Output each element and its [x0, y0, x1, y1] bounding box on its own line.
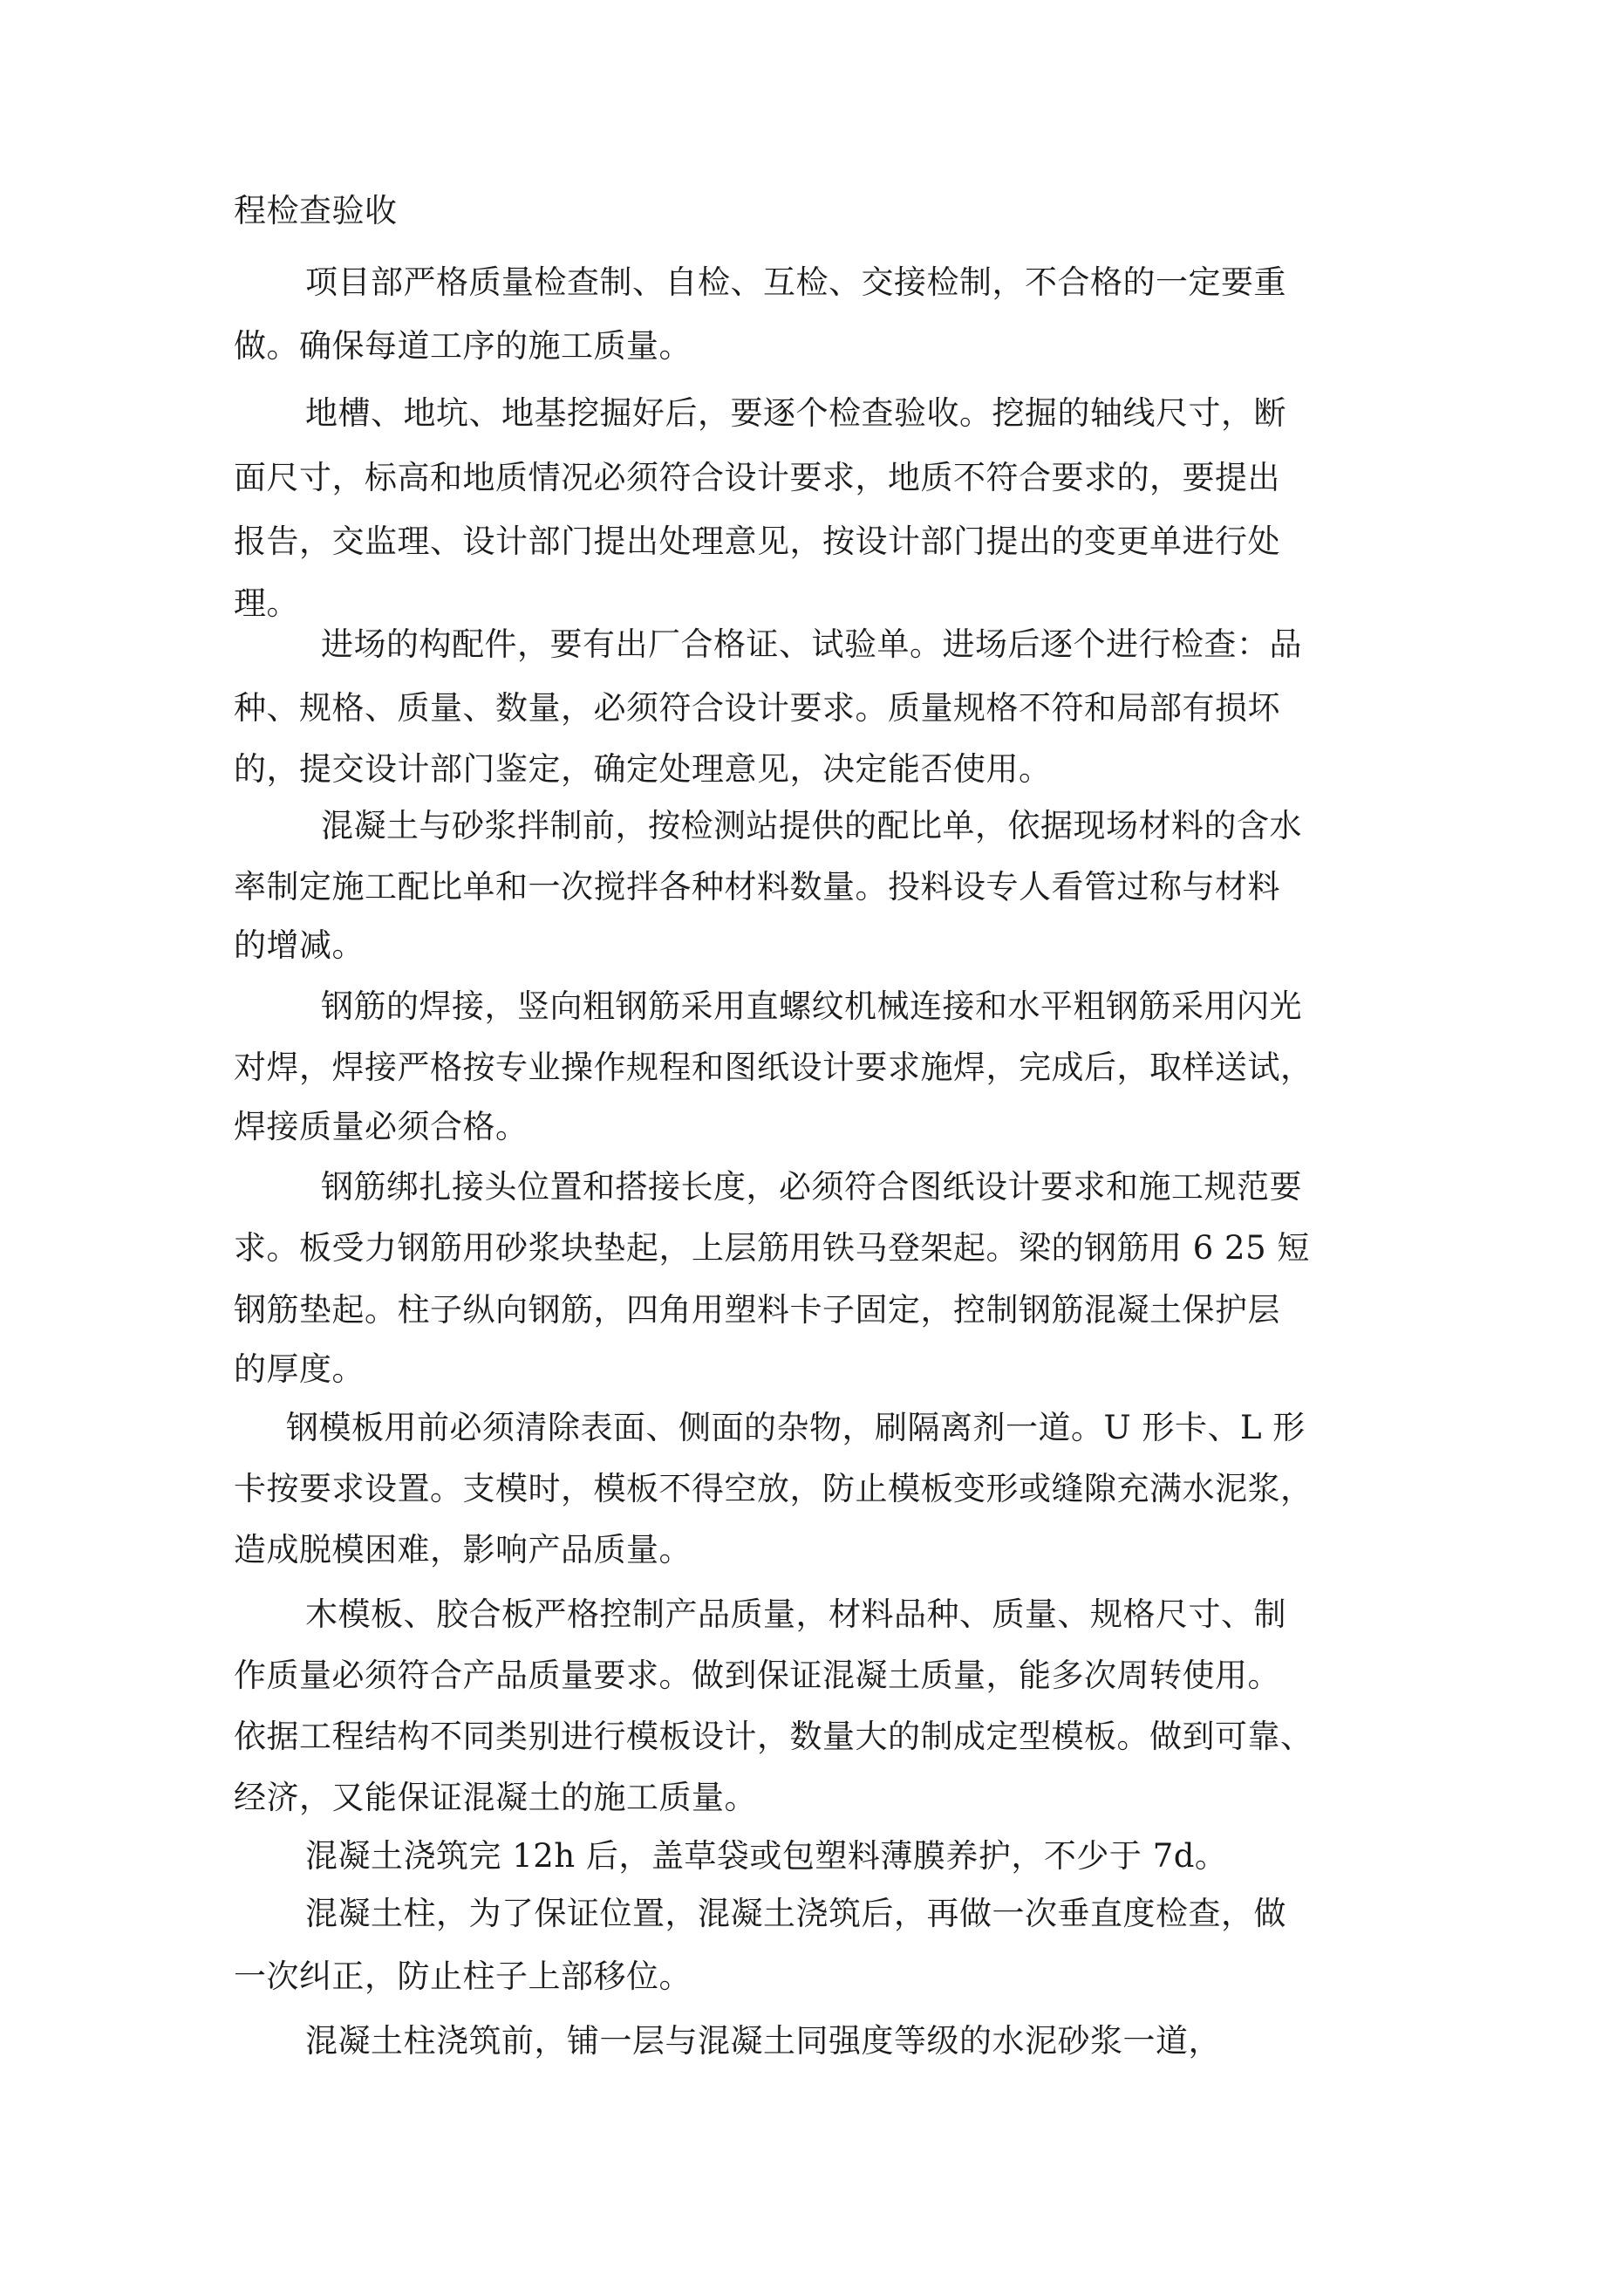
text-line: 地槽、地坑、地基挖掘好后，要逐个检查验收。挖掘的轴线尺寸，断 [305, 394, 1286, 432]
text-line: 求。板受力钢筋用砂浆块垫起，上层筋用铁马登架起。梁的钢筋用 6 25 短 [234, 1229, 1310, 1267]
text-line: 木模板、胶合板严格控制产品质量，材料品种、质量、规格尺寸、制 [305, 1596, 1286, 1633]
text-line: 做。确保每道工序的施工质量。 [234, 327, 692, 365]
text-line: 依据工程结构不同类别进行模板设计，数量大的制成定型模板。做到可靠、 [234, 1718, 1313, 1755]
text-line: 钢筋绑扎接头位置和搭接长度，必须符合图纸设计要求和施工规范要 [321, 1168, 1302, 1206]
text-line: 卡按要求设置。支模时，模板不得空放，防止模板变形或缝隙充满水泥浆， [234, 1470, 1313, 1507]
text-line: 对焊，焊接严格按专业操作规程和图纸设计要求施焊，完成后，取样送试， [234, 1049, 1313, 1086]
text-line: 理。 [234, 584, 299, 622]
text-line: 一次纠正，防止柱子上部移位。 [234, 1958, 692, 1995]
text-line: 进场的构配件，要有出厂合格证、试验单。进场后逐个进行检查：品 [321, 625, 1302, 663]
text-line: 钢模板用前必须清除表面、侧面的杂物，刷隔离剂一道。U 形卡、L 形 [286, 1409, 1306, 1446]
text-line: 的，提交设计部门鉴定，确定处理意见，决定能否使用。 [234, 750, 1052, 788]
text-line: 混凝土与砂浆拌制前，按检测站提供的配比单，依据现场材料的含水 [321, 807, 1302, 844]
text-line: 混凝土柱浇筑前，铺一层与混凝土同强度等级的水泥砂浆一道， [305, 2022, 1221, 2060]
text-line: 混凝土柱，为了保证位置，混凝土浇筑后，再做一次垂直度检查，做 [305, 1895, 1286, 1932]
text-line: 种、规格、质量、数量，必须符合设计要求。质量规格不符和局部有损坏 [234, 689, 1280, 727]
text-line: 焊接质量必须合格。 [234, 1108, 528, 1145]
text-line: 报告，交监理、设计部门提出处理意见，按设计部门提出的变更单进行处 [234, 523, 1280, 560]
text-line: 钢筋垫起。柱子纵向钢筋，四角用塑料卡子固定，控制钢筋混凝土保护层 [234, 1291, 1280, 1329]
text-line: 钢筋的焊接，竖向粗钢筋采用直螺纹机械连接和水平粗钢筋采用闪光 [321, 987, 1302, 1025]
text-line: 作质量必须符合产品质量要求。做到保证混凝土质量，能多次周转使用。 [234, 1657, 1280, 1694]
text-line: 项目部严格质量检查制、自检、互检、交接检制，不合格的一定要重 [305, 263, 1286, 301]
text-line: 的增减。 [234, 926, 365, 964]
text-line: 面尺寸，标高和地质情况必须符合设计要求，地质不符合要求的，要提出 [234, 459, 1280, 496]
text-line: 经济，又能保证混凝土的施工质量。 [234, 1779, 757, 1816]
text-line: 的厚度。 [234, 1350, 365, 1388]
text-line: 程检查验收 [234, 192, 398, 229]
text-line: 率制定施工配比单和一次搅拌各种材料数量。投料设专人看管过称与材料 [234, 868, 1280, 905]
text-line: 混凝土浇筑完 12h 后，盖草袋或包塑料薄膜养护，不少于 7d。 [305, 1837, 1228, 1875]
text-line: 造成脱模困难，影响产品质量。 [234, 1531, 692, 1568]
